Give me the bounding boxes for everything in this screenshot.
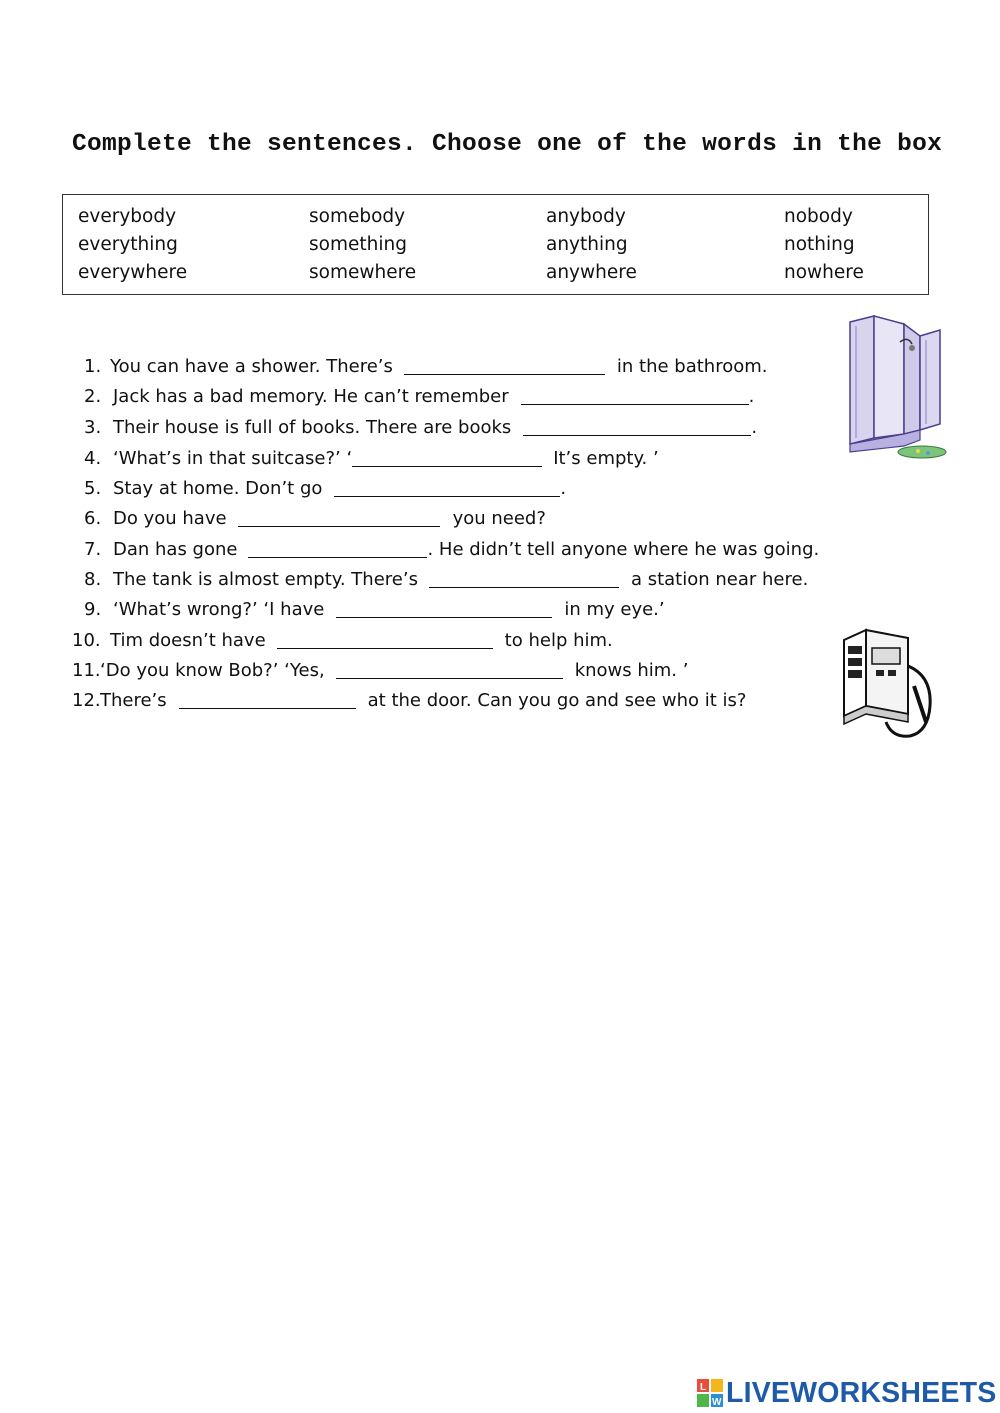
word-box-word: everything [78,234,178,255]
answer-blank-2[interactable] [521,386,749,405]
instruction-title: Complete the sentences. Choose one of the words in the box [72,131,943,158]
exercise-item-7 [84,539,819,560]
logo-text: LIVEWORKSHEETS [726,1376,997,1409]
exercise-item-12 [72,690,746,711]
answer-blank-3[interactable] [523,417,751,436]
item-number: 4. [84,448,102,469]
item-text-after: . He didn’t tell anyone where he was going. [427,539,820,560]
answer-blank-1[interactable] [404,356,605,375]
item-number: 10. [72,630,101,651]
item-text-after: It’s empty. ’ [553,448,659,469]
item-text-before: ‘What’s wrong?’ ‘I have [113,599,325,620]
item-text-after: at the door. Can you go and see who it is? [367,690,747,711]
item-text-before: Dan has gone [113,539,238,560]
item-text-after: a station near here. [630,569,809,590]
word-box-word: somebody [309,206,406,227]
item-text-before: The tank is almost empty. There’s [113,569,418,590]
item-number: 1. [84,356,102,377]
word-box-word: nobody [784,206,853,227]
item-text-before: Tim doesn’t have [110,630,266,651]
item-text-after: knows him. ’ [574,660,689,681]
item-number: 5. [84,478,102,499]
item-text-after: you need? [452,508,546,529]
item-text-after: to help him. [504,630,613,651]
item-text-after: . [748,386,755,407]
item-number: 11. [72,660,101,681]
item-text-before: Jack has a bad memory. He can’t remember [113,386,509,407]
liveworksheets-logo-icon [697,1379,723,1407]
item-text-before: Stay at home. Don’t go [113,478,323,499]
word-box-word: anything [546,234,628,255]
exercise-item-8 [84,569,808,590]
answer-blank-4[interactable] [352,448,542,467]
item-text-after: in my eye.’ [564,599,665,620]
exercise-item-10 [72,630,613,651]
word-box-word: nowhere [784,262,864,283]
word-box-word: anybody [546,206,626,227]
item-number: 12. [72,690,101,711]
item-number: 3. [84,417,102,438]
logo-letter: W [712,1397,722,1407]
word-box-word: everywhere [78,262,188,283]
item-text-before: There’s [100,690,167,711]
answer-blank-10[interactable] [277,630,493,649]
item-text-before: ‘What’s in that suitcase?’ ‘ [113,448,353,469]
item-text-before: You can have a shower. There’s [110,356,393,377]
shower-illustration [842,312,948,462]
word-box [62,194,929,295]
fuel-pump-illustration [838,626,942,742]
word-box-word: nothing [784,234,855,255]
exercise-item-4 [84,448,659,469]
exercise-item-1 [84,356,768,377]
exercise-item-5 [84,478,566,499]
exercise-item-11 [72,660,688,681]
exercise-item-9 [84,599,665,620]
item-text-after: . [560,478,567,499]
logo-letter: L [700,1382,707,1393]
item-number: 6. [84,508,102,529]
answer-blank-6[interactable] [238,508,440,527]
answer-blank-7[interactable] [248,539,427,558]
word-box-word: something [309,234,407,255]
answer-blank-5[interactable] [334,478,560,497]
exercise-item-6 [84,508,546,529]
word-box-word: anywhere [546,262,637,283]
item-text-after: . [751,417,758,438]
item-number: 2. [84,386,102,407]
word-box-word: somewhere [309,262,417,283]
item-number: 9. [84,599,102,620]
item-text-after: in the bathroom. [616,356,768,377]
item-text-before: Their house is full of books. There are books [113,417,512,438]
answer-blank-9[interactable] [336,599,552,618]
liveworksheets-logo [697,1376,996,1410]
item-text-before: ‘Do you know Bob?’ ‘Yes, [100,660,325,681]
item-number: 7. [84,539,102,560]
item-number: 8. [84,569,102,590]
exercise-item-2 [84,386,754,407]
word-box-word: everybody [78,206,177,227]
answer-blank-12[interactable] [179,690,356,709]
exercise-item-3 [84,417,757,438]
answer-blank-11[interactable] [336,660,563,679]
answer-blank-8[interactable] [429,569,619,588]
item-text-before: Do you have [113,508,227,529]
